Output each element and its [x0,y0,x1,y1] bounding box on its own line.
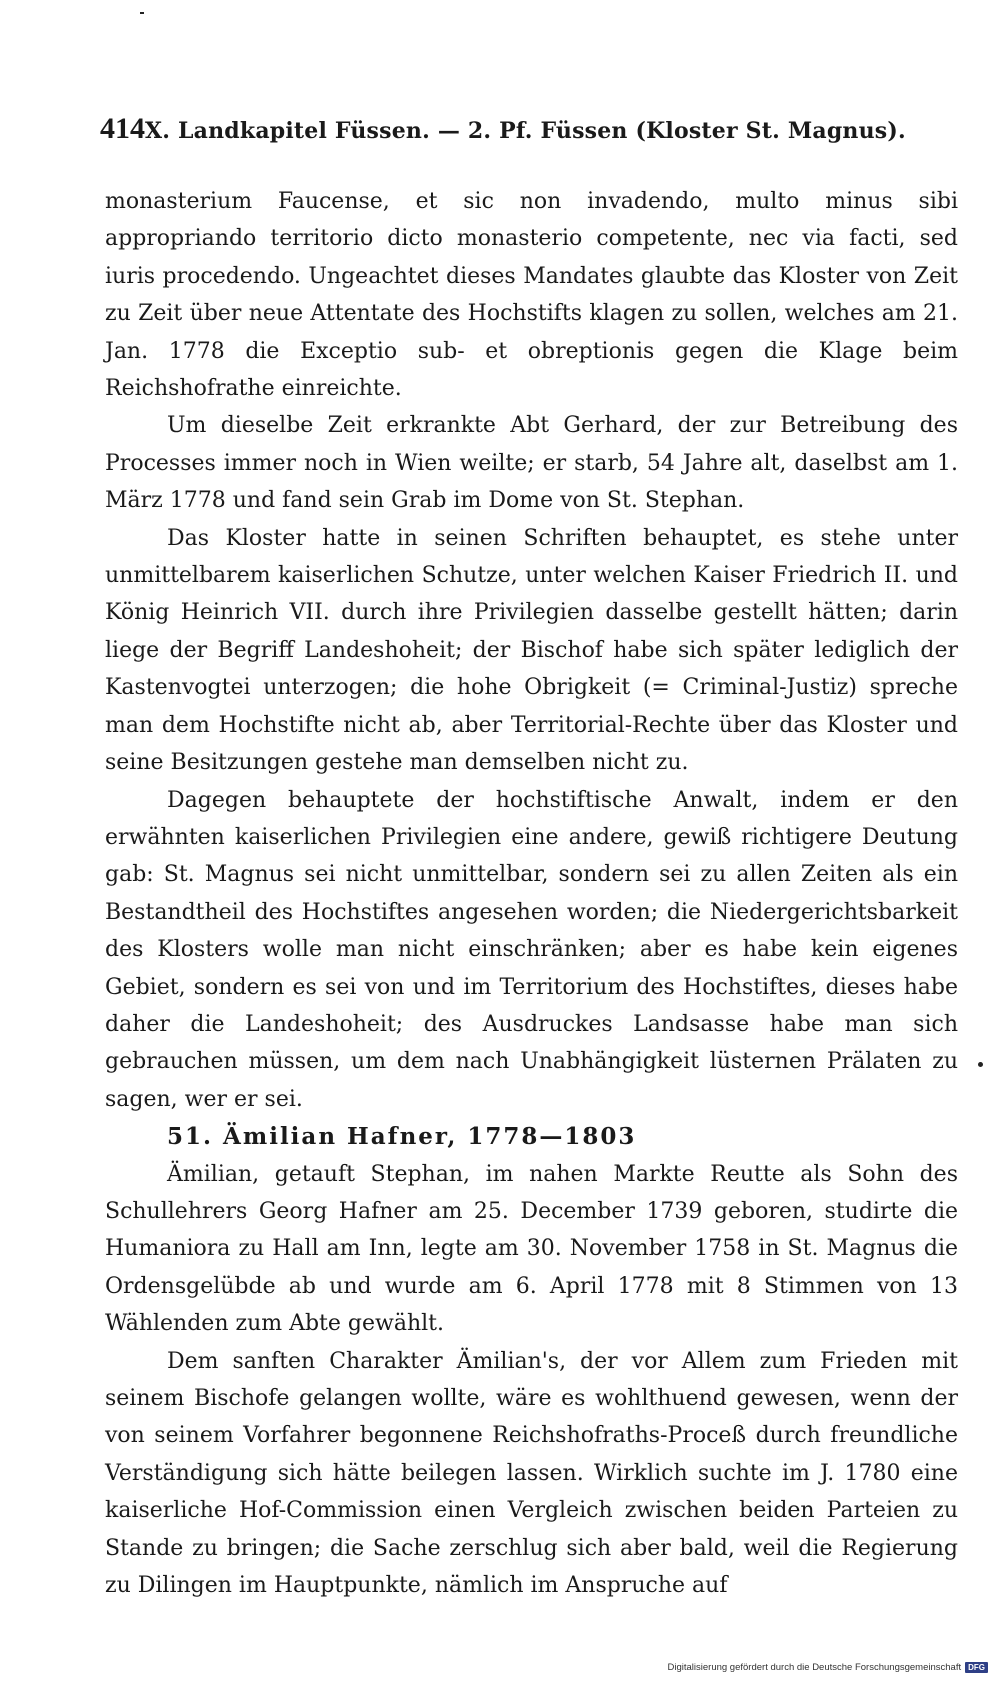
paragraph-abt-gerhard: Um dieselbe Zeit erkrankte Abt Gerhard, der zur Betreibung des Processes immer noch in Wien weilte; er starb, 54 Jahre alt, daselbst am 1. März 1778 und fand sein Grab im Dome von St. Stephan. [105,413,958,514]
scan-speck [140,12,144,14]
scan-speck [978,1062,983,1067]
body-text [105,183,958,1604]
paragraph-continuation: monasterium Faucense, et sic non invadendo, multo minus sibi appropriando territorio dicto monasterio competente, nec via facti, sed iuris procedendo. Ungeachtet dieses Mandates glaubte das Kloster von Zeit zu Zeit über neue Attentate des Hochstifts klagen zu sollen, welches am 21. Jan. 1778 die Exceptio sub- et obreptionis gegen die Klage beim Reichshofrathe einreichte. [105,189,958,402]
paragraph-aemilian-character: Dem sanften Charakter Ämilian's, der vor Allem zum Frieden mit seinem Bischofe gelangen wollte, wäre es wohlthuend gewesen, wenn der von seinem Vorfahrer begonnene Reichshofraths-Proceß durch freundliche Verständigung sich hätte beilegen lassen. Wirklich suchte im J. 1780 eine kaiserliche Hof-Commission einen Vergleich zwischen beiden Parteien zu Stande zu bringen; die Sache zerschlug sich aber bald, weil die Regierung zu Dilingen im Hauptpunkte, nämlich im Anspruche auf [105,1348,958,1599]
paragraph-aemilian-bio: Ämilian, getauft Stephan, im nahen Markte Reutte als Sohn des Schullehrers Georg Hafner am 25. December 1739 geboren, studirte die Humaniora zu Hall am Inn, legte am 30. November 1758 in St. Magnus die Ordensgelübde ab und wurde am 6. April 1778 mit 8 Stimmen von 13 Wählenden zum Abte gewählt. [105,1161,958,1337]
digitization-note: Digitalisierung gefördert durch die Deutsche Forschungsgemeinschaft [667,1662,962,1673]
section-heading: 51. Ämilian Hafner, 1778—1803 [167,1123,637,1151]
running-head: X. Landkapitel Füssen. — 2. Pf. Füssen (Kloster St. Magnus). [145,118,906,144]
dfg-logo: DFG [965,1662,988,1673]
page-number: 414 [100,112,145,145]
page-header [100,112,906,158]
paragraph-kloster-claim: Das Kloster hatte in seinen Schriften behauptet, es stehe unter unmittelbarem kaiserlichen Schutze, unter welchen Kaiser Friedrich II. und König Heinrich VII. durch ihre Privilegien dasselbe gestellt hätten; darin liege der Begriff Landeshoheit; der Bischof habe sich später lediglich der Kastenvogtei unterzogen; die hohe Obrigkeit (= Criminal-Justiz) spreche man dem Hochstifte nicht ab, aber Territorial-Rechte über das Kloster und seine Besitzungen gestehe man demselben nicht zu. [105,525,958,776]
paragraph-hochstift-reply: Dagegen behauptete der hochstiftische Anwalt, indem er den erwähnten kaiserlichen Privilegien eine andere, gewiß richtigere Deutung gab: St. Magnus sei nicht unmittelbar, sondern sei zu allen Zeiten als ein Bestandtheil des Hochstiftes angesehen worden; die Niedergerichtsbarkeit des Klosters wolle man nicht einschränken; aber es habe kein eigenes Gebiet, sondern es sei von und im Territorium des Hochstiftes, dieses habe daher die Landeshoheit; des Ausdruckes Landsasse habe man sich gebrauchen müssen, um dem nach Unabhängigkeit lüsternen Prälaten zu sagen, wer er sei. [105,787,958,1112]
page-footer [668,1662,989,1673]
